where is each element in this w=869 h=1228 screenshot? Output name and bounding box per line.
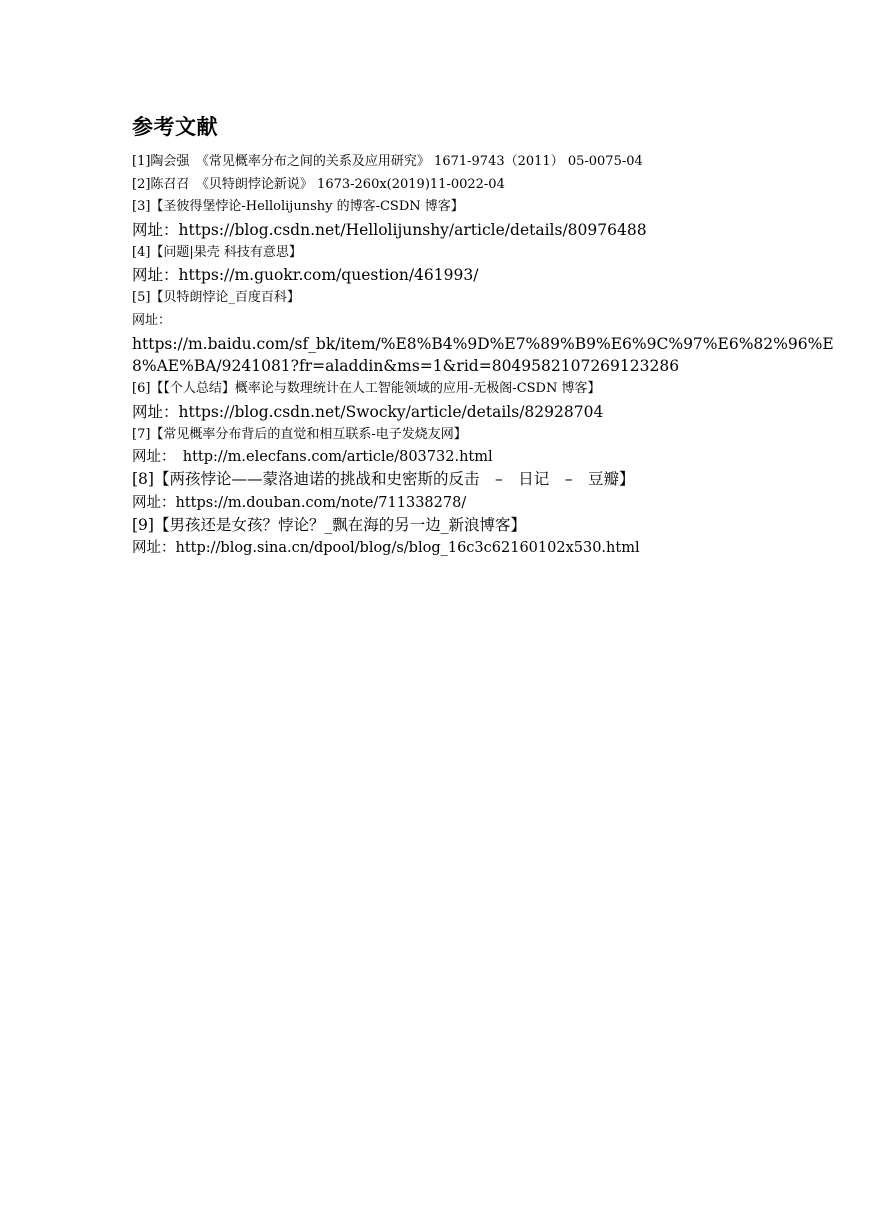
reference-4-url: 网址：https://m.guokr.com/question/461993/ (132, 266, 479, 284)
reference-5-url-part1: https://m.baidu.com/sf_bk/item/%E8%B4%9D%E7%89%B9%E6%9C%97%E6%82%96%E (132, 335, 834, 353)
reference-7: [7]【常见概率分布背后的直觉和相互联系-电子发烧友网】 (132, 427, 467, 442)
reference-6: [6]【【个人总结】概率论与数理统计在人工智能领域的应用-无极阁-CSDN 博客】 (132, 381, 601, 396)
reference-2: [2]陈召召 《贝特朗悖论新说》 1673-260x(2019)11-0022-04 (132, 177, 505, 192)
reference-9: [9]【男孩还是女孩？悖论？_飘在海的另一边_新浪博客】 (132, 516, 526, 534)
reference-4: [4]【问题|果壳 科技有意思】 (132, 245, 302, 260)
page-title: 参考文献 (132, 115, 218, 139)
reference-3: [3]【圣彼得堡悖论-Hellolijunshy 的博客-CSDN 博客】 (132, 199, 464, 214)
reference-5-url-part2: 8%AE%BA/9241081?fr=aladdin&ms=1&rid=8049582107269123286 (132, 357, 680, 375)
reference-8: [8]【两孩悖论——蒙洛迪诺的挑战和史密斯的反击 – 日记 – 豆瓣】 (132, 470, 635, 488)
reference-3-url: 网址：https://blog.csdn.net/Hellolijunshy/article/details/80976488 (132, 221, 647, 239)
reference-1: [1]陶会强 《常见概率分布之间的关系及应用研究》 1671-9743（2011） 05-0075-04 (132, 154, 643, 169)
reference-5: [5]【贝特朗悖论_百度百科】 (132, 290, 300, 305)
reference-8-url: 网址：https://m.douban.com/note/711338278/ (132, 495, 467, 511)
reference-6-url: 网址：https://blog.csdn.net/Swocky/article/details/82928704 (132, 403, 604, 421)
reference-5-url-label: 网址： (132, 313, 172, 328)
reference-9-url: 网址：http://blog.sina.cn/dpool/blog/s/blog_16c3c62160102x530.html (132, 540, 640, 556)
reference-7-url: 网址： http://m.elecfans.com/article/803732.html (132, 449, 493, 465)
